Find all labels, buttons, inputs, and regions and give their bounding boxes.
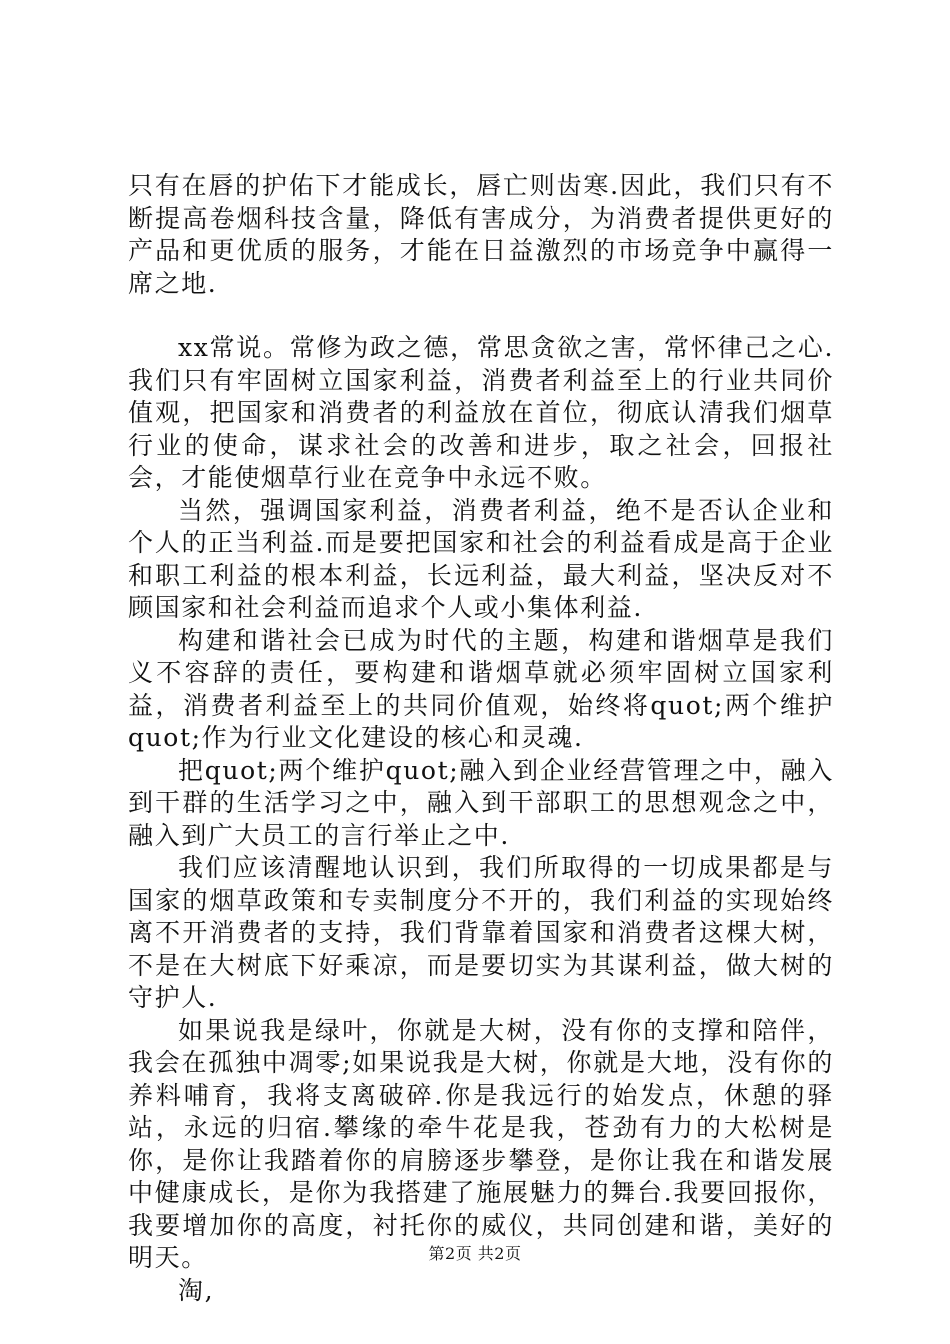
paragraph-7: 如果说我是绿叶，你就是大树，没有你的支撑和陪伴，我会在孤独中凋零;如果说我是大树，你就是大地，没有你的养料哺育，我将支离破碎.你是我远行的始发点，休憩的驿站，永远的归宿.攀缘的牵牛花是我，苍劲有力的大松树是你，是你让我踏着你的肩膀逐步攀登，是你让我在和谐发展中健康成长，是你为我搭建了施展魅力的舞台.我要回报你，我要增加你的高度，衬托你的威仪，共同创建和谐，美好的明天。 bbox=[128, 1015, 834, 1272]
paragraph-8: 淘, bbox=[178, 1275, 215, 1305]
page-number-footer: 第2页 共2页 bbox=[428, 1244, 522, 1263]
paragraph-1: 只有在唇的护佑下才能成长，唇亡则齿寒.因此，我们只有不断提高卷烟科技含量，降低有害成分，为消费者提供更好的产品和更优质的服务，才能在日益激烈的市场竞争中赢得一席之地. bbox=[128, 171, 834, 298]
document-body bbox=[128, 170, 834, 1307]
paragraph-6: 我们应该清醒地认识到，我们所取得的一切成果都是与国家的烟草政策和专卖制度分不开的，我们利益的实现始终离不开消费者的支持，我们背靠着国家和消费者这棵大树，不是在大树底下好乘凉，而是要切实为其谋利益，做大树的守护人. bbox=[128, 853, 834, 1012]
paragraph-4: 构建和谐社会已成为时代的主题，构建和谐烟草是我们义不容辞的责任，要构建和谐烟草就必须牢固树立国家利益，消费者利益至上的共同价值观，始终将quot;两个维护quot;作为行业文化建设的核心和灵魂. bbox=[128, 625, 834, 752]
paragraph-5: 把quot;两个维护quot;融入到企业经营管理之中，融入到干群的生活学习之中，融入到干部职工的思想观念之中，融入到广大员工的言行举止之中. bbox=[128, 755, 834, 850]
paragraph-3: 当然，强调国家利益，消费者利益，绝不是否认企业和个人的正当利益.而是要把国家和社会的利益看成是高于企业和职工利益的根本利益，长远利益，最大利益，坚决反对不顾国家和社会利益而追求个人或小集体利益. bbox=[128, 495, 834, 622]
paragraph-2: xx常说。常修为政之德，常思贪欲之害，常怀律己之心.我们只有牢固树立国家利益，消费者利益至上的行业共同价值观，把国家和消费者的利益放在首位，彻底认清我们烟草行业的使命，谋求社会的改善和进步，取之社会，回报社会，才能使烟草行业在竞争中永远不败。 bbox=[128, 333, 834, 492]
